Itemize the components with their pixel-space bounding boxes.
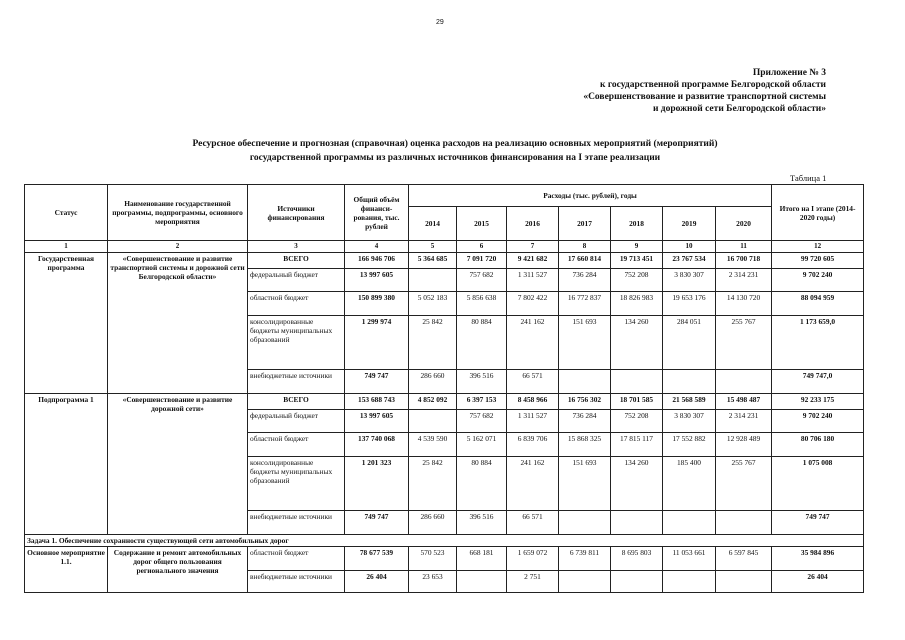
- total-volume-cell: 78 677 539: [345, 547, 409, 571]
- table-row: [25, 253, 864, 269]
- year-value-cell: 6 739 811: [559, 547, 611, 571]
- year-value-cell: 5 052 183: [409, 292, 457, 316]
- year-value-cell: 8 695 803: [611, 547, 663, 571]
- document-title: [60, 137, 850, 165]
- year-value-cell: 284 051: [663, 316, 716, 370]
- header-name: Наименование государственной программы, подпрограммы, основного мероприятия: [108, 185, 248, 241]
- year-value-cell: [409, 410, 457, 433]
- year-value-cell: 17 552 882: [663, 433, 716, 457]
- year-value-cell: 80 884: [457, 457, 507, 511]
- column-number: 4: [345, 241, 409, 253]
- stage-total-cell: 35 984 896: [772, 547, 864, 571]
- status-cell: Государственная программа: [25, 253, 108, 394]
- title-line: Ресурсное обеспечение и прогнозная (справочная) оценка расходов на реализацию основных мероприятий (мероприятий): [192, 139, 718, 149]
- year-value-cell: 134 260: [611, 316, 663, 370]
- year-value-cell: [457, 571, 507, 593]
- source-cell: консолидированные бюджеты муниципальных образований: [248, 316, 345, 370]
- header-expenses: Расходы (тыс. рублей), годы: [409, 185, 772, 207]
- column-number: 1: [25, 241, 108, 253]
- year-value-cell: [716, 511, 772, 535]
- year-value-cell: 14 130 720: [716, 292, 772, 316]
- year-value-cell: 255 767: [716, 316, 772, 370]
- year-value-cell: 15 498 487: [716, 394, 772, 410]
- source-cell: федеральный бюджет: [248, 269, 345, 292]
- year-value-cell: 286 660: [409, 511, 457, 535]
- source-cell: внебюджетные источники: [248, 370, 345, 394]
- year-value-cell: 18 701 585: [611, 394, 663, 410]
- source-cell: ВСЕГО: [248, 253, 345, 269]
- year-value-cell: 2 314 231: [716, 269, 772, 292]
- header-total-volume: Общий объём финанси-рования, тыс. рублей: [345, 185, 409, 241]
- total-volume-cell: 13 997 605: [345, 269, 409, 292]
- year-value-cell: 3 830 307: [663, 269, 716, 292]
- year-value-cell: 16 772 837: [559, 292, 611, 316]
- column-number: 5: [409, 241, 457, 253]
- appendix-header: [500, 67, 826, 115]
- appendix-line: «Совершенствование и развитие транспортной системы: [583, 92, 826, 102]
- year-value-cell: 757 682: [457, 410, 507, 433]
- total-volume-cell: 1 299 974: [345, 316, 409, 370]
- year-value-cell: 16 756 302: [559, 394, 611, 410]
- year-value-cell: 286 660: [409, 370, 457, 394]
- year-value-cell: 2 751: [507, 571, 559, 593]
- stage-total-cell: 9 702 240: [772, 269, 864, 292]
- year-value-cell: 15 868 325: [559, 433, 611, 457]
- year-value-cell: 66 571: [507, 370, 559, 394]
- year-value-cell: 6 597 845: [716, 547, 772, 571]
- header-year: 2015: [457, 207, 507, 241]
- year-value-cell: 241 162: [507, 457, 559, 511]
- total-volume-cell: 166 946 706: [345, 253, 409, 269]
- name-cell: «Совершенствование и развитие дорожной сети»: [108, 394, 248, 535]
- year-value-cell: 241 162: [507, 316, 559, 370]
- header-year: 2019: [663, 207, 716, 241]
- year-value-cell: 1 311 527: [507, 269, 559, 292]
- year-value-cell: 21 568 589: [663, 394, 716, 410]
- source-cell: областной бюджет: [248, 547, 345, 571]
- year-value-cell: 255 767: [716, 457, 772, 511]
- total-volume-cell: 749 747: [345, 511, 409, 535]
- year-value-cell: 134 260: [611, 457, 663, 511]
- total-volume-cell: 13 997 605: [345, 410, 409, 433]
- year-value-cell: 19 653 176: [663, 292, 716, 316]
- column-number: 10: [663, 241, 716, 253]
- column-number: 9: [611, 241, 663, 253]
- year-value-cell: [611, 511, 663, 535]
- year-value-cell: 4 852 092: [409, 394, 457, 410]
- year-value-cell: [663, 511, 716, 535]
- total-volume-cell: 153 688 743: [345, 394, 409, 410]
- name-cell: «Совершенствование и развитие транспортной системы и дорожной сети Белгородской области»: [108, 253, 248, 394]
- header-year: 2017: [559, 207, 611, 241]
- column-number: 12: [772, 241, 864, 253]
- source-cell: внебюджетные источники: [248, 511, 345, 535]
- task-title: Задача 1. Обеспечение сохранности существующей сети автомобильных дорог: [25, 535, 864, 547]
- year-value-cell: 151 693: [559, 457, 611, 511]
- task-row: [25, 535, 864, 547]
- table-label: Таблица 1: [790, 173, 827, 183]
- resource-table: [24, 184, 864, 593]
- header-year: 2020: [716, 207, 772, 241]
- year-value-cell: 66 571: [507, 511, 559, 535]
- column-number: 7: [507, 241, 559, 253]
- name-cell: Содержание и ремонт автомобильных дорог общего пользования регионального значения: [108, 547, 248, 593]
- stage-total-cell: 1 075 008: [772, 457, 864, 511]
- year-value-cell: [559, 370, 611, 394]
- year-value-cell: 570 523: [409, 547, 457, 571]
- stage-total-cell: 26 404: [772, 571, 864, 593]
- year-value-cell: 185 400: [663, 457, 716, 511]
- source-cell: ВСЕГО: [248, 394, 345, 410]
- year-value-cell: 11 053 661: [663, 547, 716, 571]
- year-value-cell: 752 208: [611, 269, 663, 292]
- year-value-cell: [611, 370, 663, 394]
- table-row: [25, 547, 864, 571]
- year-value-cell: 396 516: [457, 370, 507, 394]
- year-value-cell: 17 815 117: [611, 433, 663, 457]
- page-number: 29: [436, 19, 444, 26]
- appendix-line: и дорожной сети Белгородской области»: [652, 104, 826, 114]
- year-value-cell: 80 884: [457, 316, 507, 370]
- year-value-cell: 6 839 706: [507, 433, 559, 457]
- title-line: государственной программы из различных источников финансирования на I этапе реализации: [249, 153, 661, 163]
- year-value-cell: [559, 571, 611, 593]
- year-value-cell: [663, 370, 716, 394]
- year-value-cell: 17 660 814: [559, 253, 611, 269]
- header-stage-total: Итого на I этапе (2014-2020 годы): [772, 185, 864, 241]
- status-cell: Подпрограмма 1: [25, 394, 108, 535]
- year-value-cell: 1 311 527: [507, 410, 559, 433]
- year-value-cell: 668 181: [457, 547, 507, 571]
- year-value-cell: 5 162 071: [457, 433, 507, 457]
- header-status: Статус: [25, 185, 108, 241]
- year-value-cell: 5 364 685: [409, 253, 457, 269]
- year-value-cell: 4 539 590: [409, 433, 457, 457]
- year-value-cell: 752 208: [611, 410, 663, 433]
- total-volume-cell: 150 899 380: [345, 292, 409, 316]
- year-value-cell: [663, 571, 716, 593]
- year-value-cell: 16 700 718: [716, 253, 772, 269]
- column-number: 6: [457, 241, 507, 253]
- column-number: 8: [559, 241, 611, 253]
- table-row: [25, 394, 864, 410]
- year-value-cell: [716, 370, 772, 394]
- total-volume-cell: 1 201 323: [345, 457, 409, 511]
- year-value-cell: [559, 511, 611, 535]
- year-value-cell: 1 659 072: [507, 547, 559, 571]
- column-number: 2: [108, 241, 248, 253]
- year-value-cell: 7 802 422: [507, 292, 559, 316]
- stage-total-cell: 88 094 959: [772, 292, 864, 316]
- stage-total-cell: 92 233 175: [772, 394, 864, 410]
- appendix-title: Приложение № 3: [752, 68, 826, 78]
- stage-total-cell: 749 747: [772, 511, 864, 535]
- year-value-cell: 757 682: [457, 269, 507, 292]
- year-value-cell: 23 767 534: [663, 253, 716, 269]
- stage-total-cell: 80 706 180: [772, 433, 864, 457]
- total-volume-cell: 749 747: [345, 370, 409, 394]
- stage-total-cell: 99 720 605: [772, 253, 864, 269]
- appendix-line: к государственной программе Белгородской области: [599, 80, 826, 90]
- source-cell: консолидированные бюджеты муниципальных образований: [248, 457, 345, 511]
- source-cell: областной бюджет: [248, 433, 345, 457]
- year-value-cell: 5 856 638: [457, 292, 507, 316]
- year-value-cell: [409, 269, 457, 292]
- total-volume-cell: 137 740 068: [345, 433, 409, 457]
- year-value-cell: [611, 571, 663, 593]
- column-number: 11: [716, 241, 772, 253]
- header-year: 2018: [611, 207, 663, 241]
- year-value-cell: 3 830 307: [663, 410, 716, 433]
- column-number: 3: [248, 241, 345, 253]
- status-cell: Основное мероприятие 1.1.: [25, 547, 108, 593]
- total-volume-cell: 26 404: [345, 571, 409, 593]
- year-value-cell: 9 421 682: [507, 253, 559, 269]
- year-value-cell: 25 842: [409, 316, 457, 370]
- stage-total-cell: 9 702 240: [772, 410, 864, 433]
- header-year: 2016: [507, 207, 559, 241]
- stage-total-cell: 749 747,0: [772, 370, 864, 394]
- year-value-cell: 12 928 489: [716, 433, 772, 457]
- year-value-cell: [716, 571, 772, 593]
- year-value-cell: 25 842: [409, 457, 457, 511]
- year-value-cell: 19 713 451: [611, 253, 663, 269]
- source-cell: внебюджетные источники: [248, 571, 345, 593]
- source-cell: областной бюджет: [248, 292, 345, 316]
- year-value-cell: 8 458 966: [507, 394, 559, 410]
- year-value-cell: 396 516: [457, 511, 507, 535]
- source-cell: федеральный бюджет: [248, 410, 345, 433]
- year-value-cell: 6 397 153: [457, 394, 507, 410]
- year-value-cell: 23 653: [409, 571, 457, 593]
- header-source: Источники финансирования: [248, 185, 345, 241]
- year-value-cell: 7 091 720: [457, 253, 507, 269]
- year-value-cell: 18 826 983: [611, 292, 663, 316]
- stage-total-cell: 1 173 659,0: [772, 316, 864, 370]
- year-value-cell: 2 314 231: [716, 410, 772, 433]
- year-value-cell: 151 693: [559, 316, 611, 370]
- year-value-cell: 736 284: [559, 269, 611, 292]
- header-year: 2014: [409, 207, 457, 241]
- year-value-cell: 736 284: [559, 410, 611, 433]
